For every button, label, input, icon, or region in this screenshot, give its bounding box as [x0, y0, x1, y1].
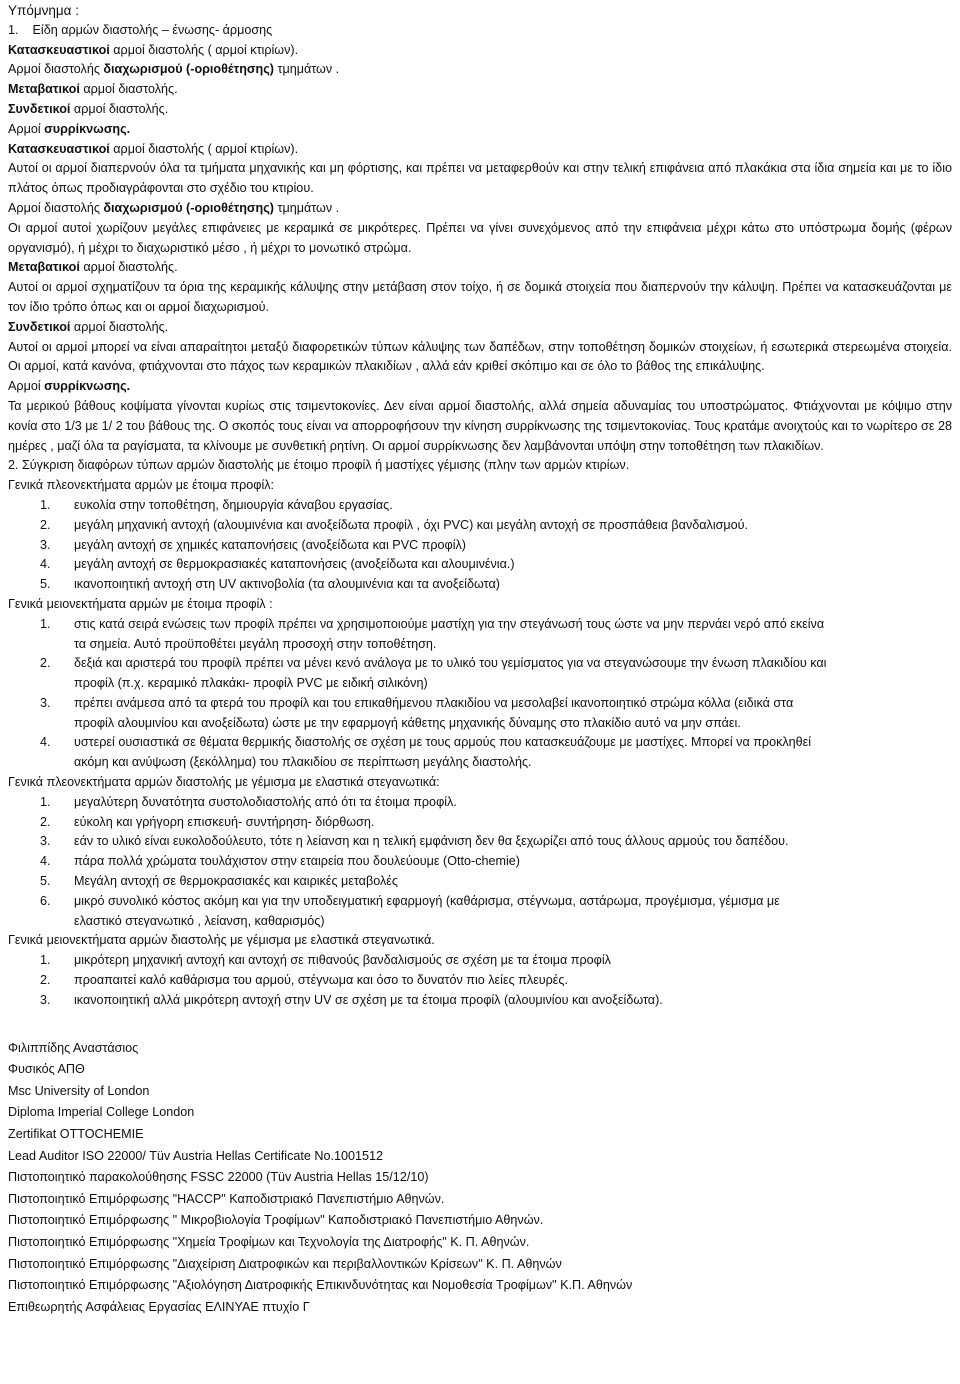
signature-line: Πιστοποιητικό Επιμόρφωσης "HACCP" Καποδιστριακό Πανεπιστήμιο Αθηνών.: [8, 1191, 445, 1206]
paragraph: Τα μερικού βάθους κοψίματα γίνονται κυρίως στις τσιμεντοκονίες. Δεν είναι αρμοί διαστολής, αλλά σημεία αδυναμίας του υποστρώματος. Φτιάχνονται με κόψιμο στην κονία στο 1/3 με 1/ 2 του βάθους της. Ο σκοπός τους είναι να απορροφήσουν την κίνηση συρρίκνωσης της τσιμεντοκονίας. Τους κρατάμε ανοιχτούς και το νωρίτερο σε 28 ημέρες , μαζί όλα τα ραγίσματα, τα κλίνουμε με συνθετική ρητίνη. Οι αρμοί συρρίκνωσης δεν λαμβάνονται υπόψη στην τοποθέτηση των πλακιδίων.: [8, 398, 952, 453]
paragraph: Οι αρμοί αυτοί χωρίζουν μεγάλες επιφάνειες με κεραμικά σε μικρότερες. Πρέπει να γίνει συνεχόμενος από την επιφάνεια μέχρι κάτω στο υπόστρωμα δομής (φέρων οργανισμό), ή μέχρι το διαχωριστικό μέσο , ή μέχρι το μονωτικό στρώμα.: [8, 220, 952, 255]
outline-item: Μεταβατικοί αρμοί διαστολής.: [8, 82, 178, 97]
disadvantages-sealant-list: [8, 951, 952, 1010]
list-item: 4. υστερεί ουσιαστικά σε θέματα θερμικής διαστολής σε σχέση με τους αρμούς που κατασκευάζουμε με μαστίχες. Μπορεί να προκληθεί ακόμη και ανύψωση (ξεκόλλημα) του πλακιδίου σε περίπτωση μεγάλης διαστολής.: [40, 735, 812, 770]
list-item: 3. ικανοποιητική αλλά μικρότερη αντοχή στην UV σε σχέση με τα έτοιμα προφίλ (αλουμινίου και ανοξείδωτα).: [40, 992, 663, 1007]
list-item: 2. μεγάλη μηχανική αντοχή (αλουμινένια και ανοξείδωτα προφίλ , όχι PVC) και μεγάλη αντοχή σε προσπάθεια βανδαλισμού.: [40, 517, 749, 532]
list-item: 3. μεγάλη αντοχή σε χημικές καταπονήσεις (ανοξείδωτα και PVC προφίλ): [40, 537, 466, 552]
paragraph: Αυτοί οι αρμοί σχηματίζουν τα όρια της κεραμικής κάλυψης στην μετάβαση στον τοίχο, ή σε δομικά στοιχεία που διαπερνούν την κάλυψη. Πρέπει να κατασκευάζονται με τον ίδιο τρόπο όπως και οι αρμοί διαχωρισμού.: [8, 280, 952, 314]
list-heading: Γενικά μειονεκτήματα αρμών με έτοιμα προφίλ :: [8, 596, 273, 611]
document-title: Υπόμνημα :: [8, 3, 79, 18]
author-signature: [8, 1038, 952, 1319]
list-item: 3. πρέπει ανάμεσα από τα φτερά του προφίλ και του επικαθήμενου πλακιδίου να μεσολαβεί ικανοποιητικό στρώμα κόλλα (ειδικά στα προφίλ αλουμινίου και ανοξείδωτα) ώστε με την εφαρμογή κάθετης μηχανικής δύναμης στο πλακίδιο αυτό να μην σπάει.: [40, 695, 794, 730]
signature-line: Diploma Imperial College London: [8, 1105, 195, 1120]
list-item: 4. πάρα πολλά χρώματα τουλάχιστον στην εταιρεία που δουλεύουμε (Otto-chemie): [40, 854, 520, 869]
signature-line: Msc University of London: [8, 1083, 150, 1098]
outline-item: Κατασκευαστικοί αρμοί διαστολής ( αρμοί κτιρίων).: [8, 42, 299, 57]
list-item: 6. μικρό συνολικό κόστος ακόμη και για την υποδειγματική εφαρμογή (καθάρισμα, στέγνωμα, αστάρωμα, προγέμισμα, γέμισμα με ελαστικό στεγανωτικό , λείανση, καθαρισμός): [40, 893, 780, 928]
signature-line: Πιστοποιητικό Επιμόρφωσης "Χημεία Τροφίμων και Τεχνολογία της Διατροφής" Κ. Π. Αθηνών.: [8, 1234, 530, 1249]
signature-line: Πιστοποιητικό Επιμόρφωσης " Μικροβιολογία Τροφίμων" Καποδιστριακό Πανεπιστήμιο Αθηνών.: [8, 1213, 544, 1228]
disadvantages-profile-list: [8, 615, 952, 773]
list-item: 3. εάν το υλικό είναι ευκολοδούλευτο, τότε η λείανση και η τελική εμφάνιση δεν θα ξεχωρίζει από τους άλλους αρμούς του δαπέδου.: [40, 834, 789, 849]
subsection-heading: Συνδετικοί αρμοί διαστολής.: [8, 319, 169, 334]
list-item: 4. μεγάλη αντοχή σε θερμοκρασιακές καταπονήσεις (ανοξείδωτα και αλουμινένια.): [40, 557, 515, 572]
outline-item: Αρμοί διαστολής διαχωρισμού (-οριοθέτησης) τμημάτων .: [8, 62, 340, 77]
list-item: 5. Μεγάλη αντοχή σε θερμοκρασιακές και καιρικές μεταβολές: [40, 874, 398, 889]
paragraph: Αυτοί οι αρμοί διαπερνούν όλα τα τμήματα μηχανικής και μη φόρτισης, και πρέπει να μεταφερθούν και στην τελική επιφάνεια από πλακάκια στα ίδια σημεία και με το ίδιο πλάτος όπως προδιαγράφονται στο σχέδιο του κτιρίου.: [8, 161, 952, 196]
section-1-heading: 1. Είδη αρμών διαστολής – ένωσης- άρμοσης: [8, 22, 273, 37]
signature-line: Lead Auditor ISO 22000/ Tüv Austria Hellas Certificate No.1001512: [8, 1148, 384, 1163]
signature-line: Zertifikat OTTOCHEMIE: [8, 1127, 144, 1142]
list-item: 1. μικρότερη μηχανική αντοχή και αντοχή σε πιθανούς βανδαλισμούς σε σχέση με τα έτοιμα προφίλ: [40, 953, 611, 968]
list-item: 1. στις κατά σειρά ενώσεις των προφίλ πρέπει να χρησιμοποιούμε μαστίχη για την στεγάνωσή τους ώστε να μην περνάει νερό από εκείνα τα σημεία. Αυτό προϋποθέτει μεγάλη προσοχή στην τοποθέτηση.: [40, 616, 825, 651]
signature-line: Φιλιππίδης Αναστάσιος: [8, 1040, 139, 1055]
list-item: 2. εύκολη και γρήγορη επισκευή- συντήρηση- διόρθωση.: [40, 814, 375, 829]
signature-line: Πιστοποιητικό παρακολούθησης FSSC 22000 (Tüv Austria Hellas 15/12/10): [8, 1170, 429, 1185]
list-item: 2. δεξιά και αριστερά του προφίλ πρέπει να μένει κενό ανάλογα με το υλικό του γεμίσματος για να στεγανώσουμε την ένωση πλακιδίου και προφίλ (π.χ. κεραμικό πλακάκι- προφίλ PVC με ειδική σιλικόνη): [40, 656, 827, 691]
subsection-heading: Αρμοί συρρίκνωσης.: [8, 379, 131, 394]
list-item: 1. μεγαλύτερη δυνατότητα συστολοδιαστολής από ότι τα έτοιμα προφίλ.: [40, 794, 457, 809]
list-item: 2. προαπαιτεί καλό καθάρισμα του αρμού, στέγνωμα και όσο το δυνατόν πιο λείες πλευρές.: [40, 973, 568, 988]
list-item: 1. ευκολία στην τοποθέτηση, δημιουργία κάναβου εργασίας.: [40, 497, 393, 512]
signature-line: Πιστοποιητικό Επιμόρφωσης "Διαχείριση Διατροφικών και περιβαλλοντικών Κρίσεων" Κ. Π. Αθηνών: [8, 1256, 562, 1271]
outline-item: Αρμοί συρρίκνωσης.: [8, 121, 131, 136]
subsection-heading: Μεταβατικοί αρμοί διαστολής.: [8, 260, 178, 275]
list-heading: Γενικά πλεονεκτήματα αρμών διαστολής με γέμισμα με ελαστικά στεγανωτικά:: [8, 775, 440, 790]
advantages-profile-list: [8, 496, 952, 595]
outline-item: Συνδετικοί αρμοί διαστολής.: [8, 101, 169, 116]
advantages-sealant-list: [8, 793, 952, 932]
signature-line: Φυσικός ΑΠΘ: [8, 1062, 85, 1077]
list-item: 5. ικανοποιητική αντοχή στη UV ακτινοβολία (τα αλουμινένια και τα ανοξείδωτα): [40, 577, 500, 592]
subsection-heading: Αρμοί διαστολής διαχωρισμού (-οριοθέτησης) τμημάτων .: [8, 200, 340, 215]
signature-line: Πιστοποιητικό Επιμόρφωσης "Αξιολόγηση Διατροφικής Επικινδυνότητας και Νομοθεσία Τροφίμων" Κ.Π. Αθηνών: [8, 1278, 633, 1293]
signature-line: Επιθεωρητής Ασφάλειας Εργασίας ΕΛΙΝΥΑΕ πτυχίο Γ: [8, 1299, 310, 1314]
subsection-heading: Κατασκευαστικοί αρμοί διαστολής ( αρμοί κτιρίων).: [8, 141, 299, 156]
section-2-heading: 2. Σύγκριση διαφόρων τύπων αρμών διαστολής με έτοιμο προφίλ ή μαστίχες γέμισης (πλην των αρμών κτιρίων.: [8, 458, 630, 473]
list-heading: Γενικά πλεονεκτήματα αρμών με έτοιμα προφίλ:: [8, 478, 275, 493]
paragraph: Αυτοί οι αρμοί μπορεί να είναι απαραίτητοι μεταξύ διαφορετικών τύπων κάλυψης των δαπέδων, στην τοποθέτηση δομικών στοιχείων, ή εσωτερικά στερεωμένα στοιχεία. Οι αρμοί, κατά κανόνα, φτιάχνονται στο πάχος των κεραμικών πλακιδίων , αλλά εάν κριθεί σκόπιμο και σε όλο το βάθος της επικάλυψης.: [8, 339, 952, 374]
list-heading: Γενικά μειονεκτήματα αρμών διαστολής με γέμισμα με ελαστικά στεγανωτικά.: [8, 933, 435, 948]
